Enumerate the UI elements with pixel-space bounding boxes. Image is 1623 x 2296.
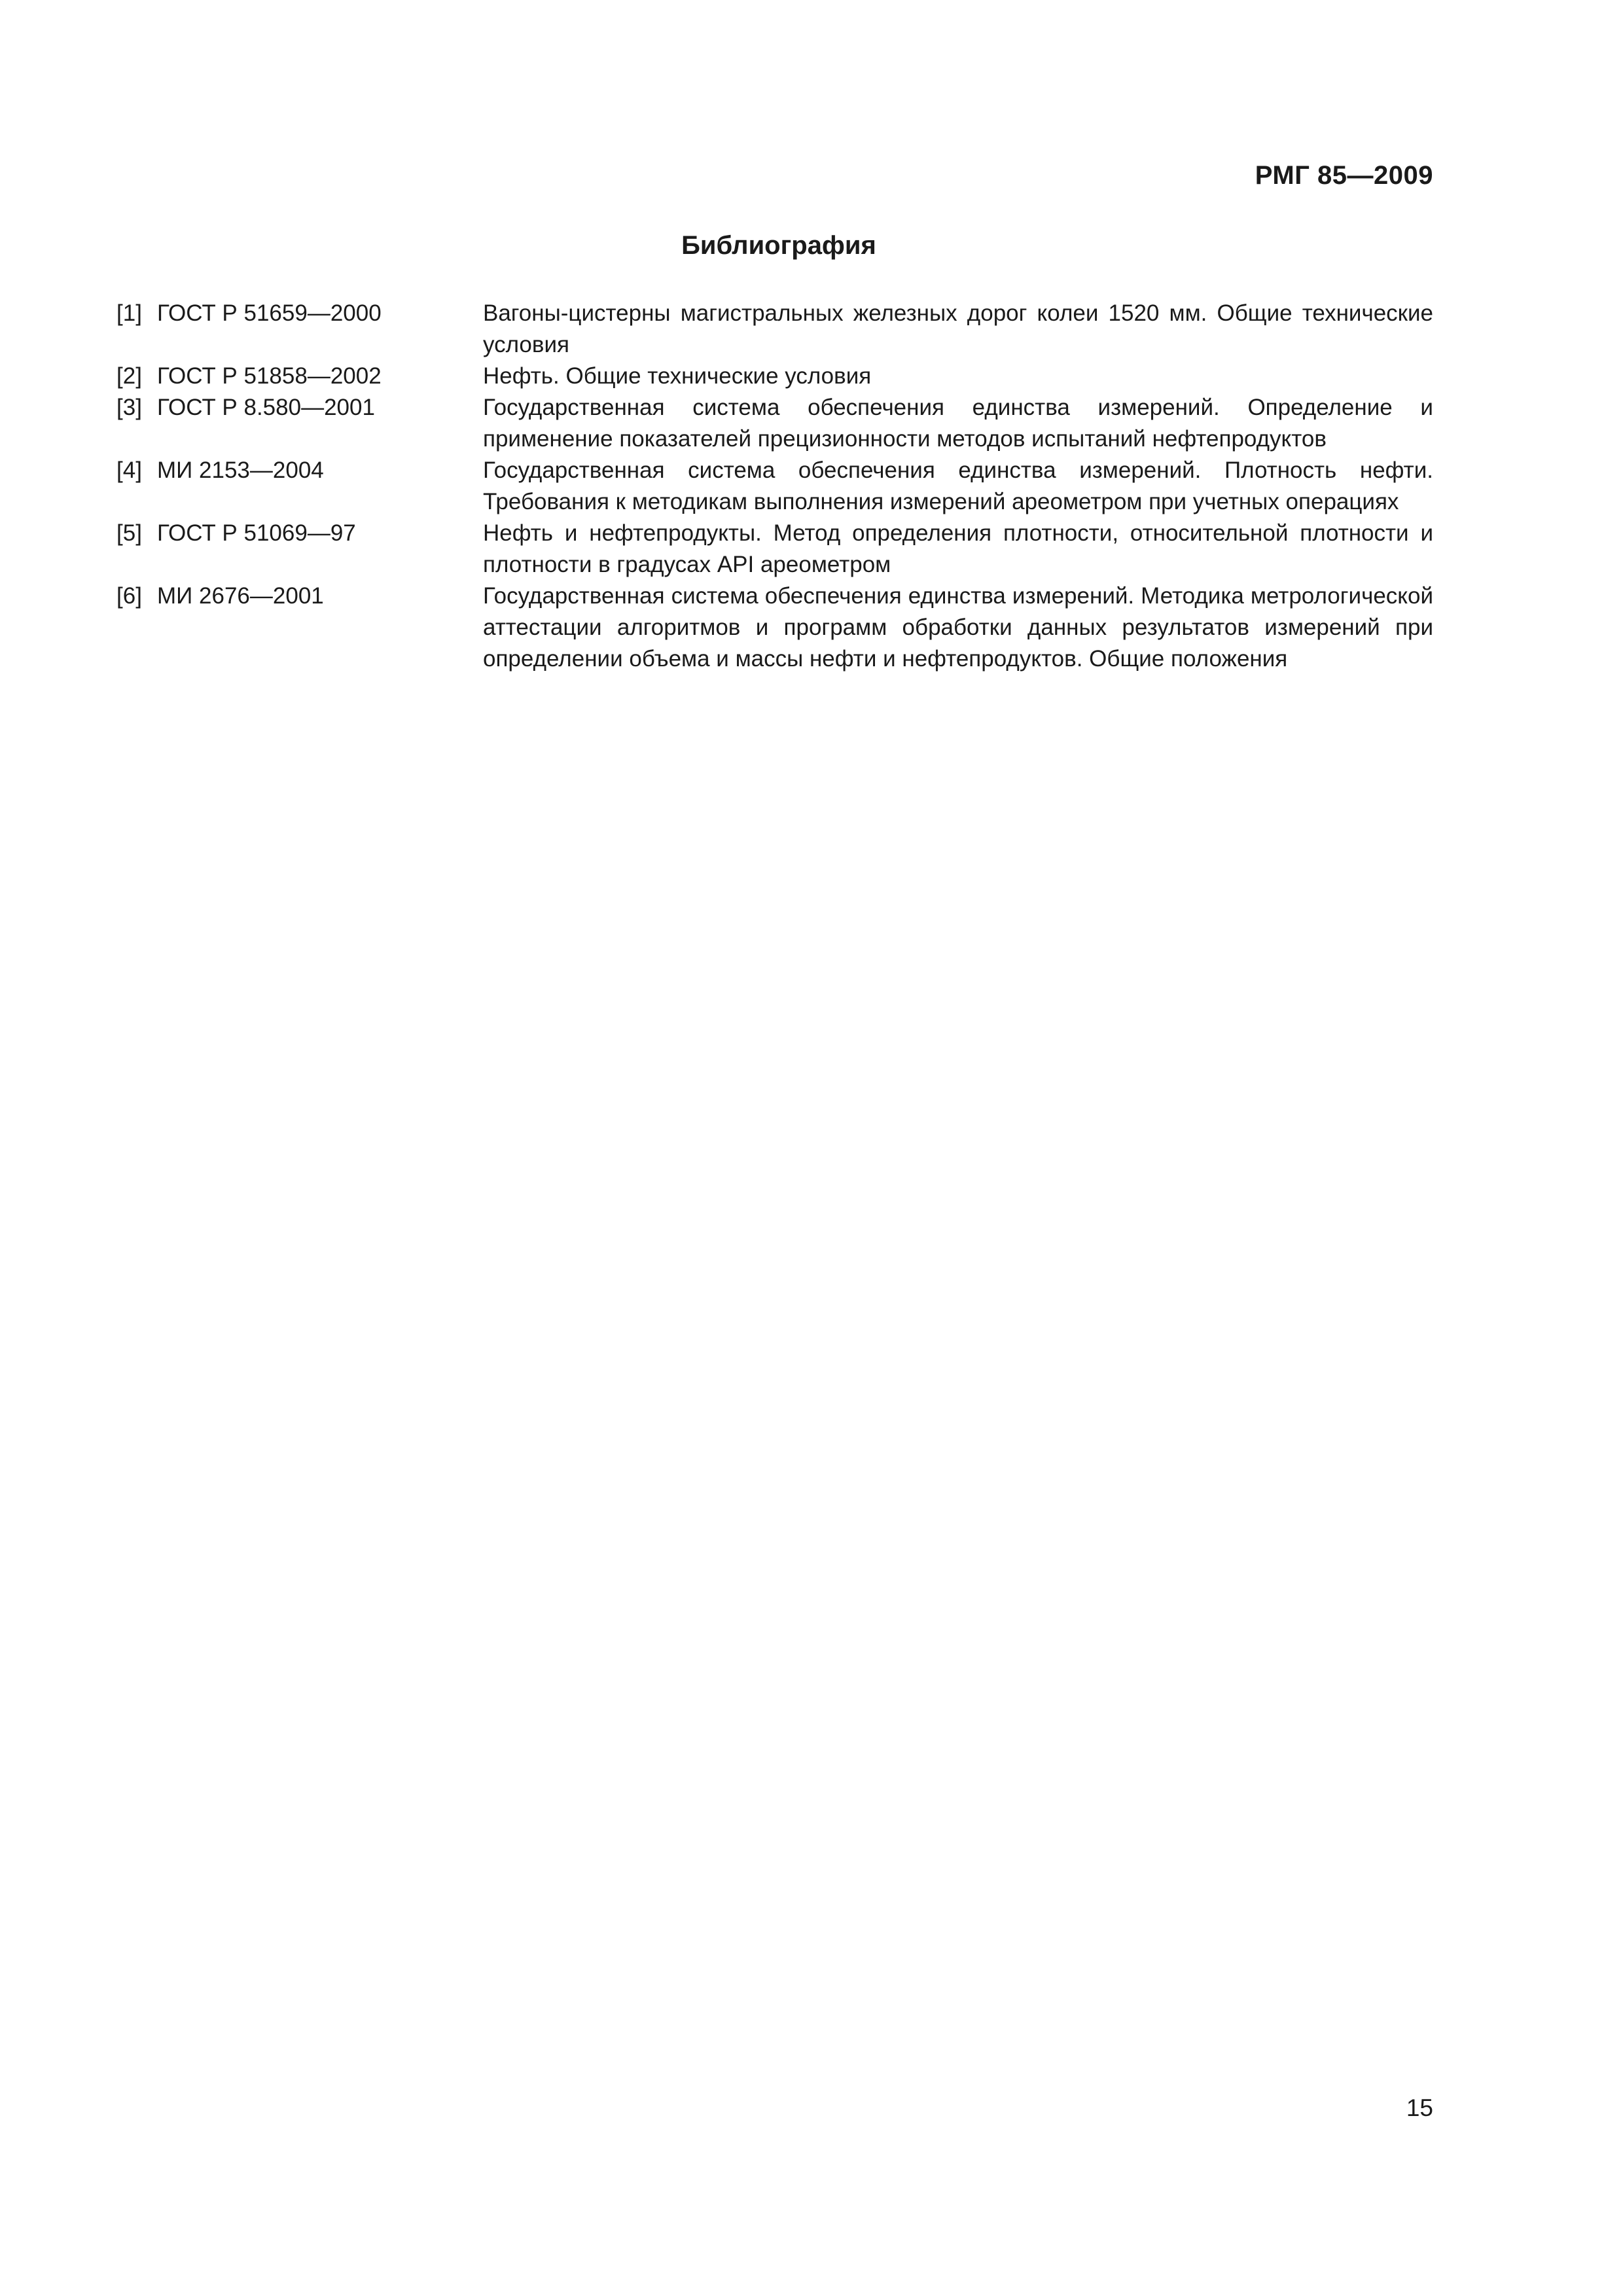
entry-number: [6]: [116, 583, 142, 609]
bibliography-entry: [116, 392, 1433, 455]
entry-title: Нефть и нефтепродукты. Метод определения плотности, относительной плотности и плотности в градусах API ареометром: [483, 520, 1433, 577]
entry-title: Нефть. Общие технические условия: [483, 363, 872, 389]
entry-code: ГОСТ Р 51858—2002: [157, 363, 382, 389]
bibliography-entry: [116, 455, 1433, 518]
bibliography-list: [116, 298, 1433, 675]
entry-title: Государственная система обеспечения единства измерений. Методика метрологической аттестации алгоритмов и программ обработки данных результатов измерений при определении объема и массы нефти и нефтепродуктов. Общие положения: [483, 583, 1433, 672]
bibliography-entry: [116, 298, 1433, 361]
entry-number: [5]: [116, 520, 142, 546]
entry-title: Государственная система обеспечения единства измерений. Плотность нефти. Требования к методикам выполнения измерений ареометром при учетных операциях: [483, 457, 1433, 514]
entry-code: ГОСТ Р 8.580—2001: [157, 395, 375, 420]
entry-number: [1]: [116, 300, 142, 326]
entry-number: [3]: [116, 395, 142, 420]
bibliography-entry: [116, 361, 1433, 392]
bibliography-entry: [116, 518, 1433, 581]
bibliography-entry: [116, 581, 1433, 675]
entry-code: МИ 2153—2004: [157, 457, 324, 483]
entry-code: ГОСТ Р 51659—2000: [157, 300, 382, 326]
document-code: РМГ 85—2009: [1255, 161, 1433, 190]
section-title: Библиография: [681, 231, 876, 260]
page-number: 15: [1406, 2094, 1433, 2121]
entry-number: [4]: [116, 457, 142, 483]
entry-title: Государственная система обеспечения единства измерений. Определение и применение показателей прецизионности методов испытаний нефтепродуктов: [483, 395, 1433, 452]
entry-code: ГОСТ Р 51069—97: [157, 520, 356, 546]
entry-title: Вагоны-цистерны магистральных железных дорог колеи 1520 мм. Общие технические условия: [483, 300, 1433, 357]
entry-number: [2]: [116, 363, 142, 389]
entry-code: МИ 2676—2001: [157, 583, 324, 609]
